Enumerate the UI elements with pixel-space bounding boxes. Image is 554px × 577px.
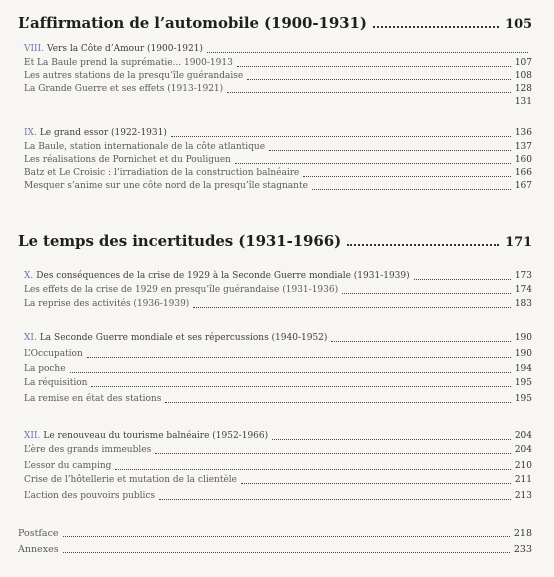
dot-leader	[115, 469, 510, 470]
chapter-page: 190	[514, 333, 532, 343]
dot-leader	[155, 453, 511, 454]
chapter-entry	[24, 333, 532, 344]
toc-item	[24, 142, 532, 153]
toc-item	[24, 97, 532, 108]
item-label: La Baule, station internationale de la côte atlantique	[24, 142, 266, 152]
section-title: Le temps des incertitudes (1931-1966)	[18, 232, 342, 250]
toc-item	[24, 475, 532, 486]
dot-leader	[63, 552, 510, 553]
dot-leader	[269, 150, 511, 151]
item-page: 213	[514, 491, 532, 501]
chapter-entry	[24, 271, 532, 282]
item-page: 137	[514, 142, 532, 152]
item-page: 211	[514, 475, 532, 485]
toc-item	[24, 491, 532, 502]
section-page: 171	[505, 235, 532, 250]
toc-item	[24, 461, 532, 472]
dot-leader	[70, 372, 511, 373]
dot-leader	[207, 52, 528, 53]
item-label: Batz et Le Croisic : l’irradiation de la construction balnéaire	[24, 168, 300, 178]
toc-item	[24, 394, 532, 405]
section-title: L’affirmation de l’automobile (1900-1931)	[18, 14, 367, 32]
chapter-title: Le grand essor (1922-1931)	[39, 128, 167, 138]
item-page: 107	[514, 58, 532, 68]
dot-leader	[91, 386, 510, 387]
item-label: Les effets de la crise de 1929 en presqu’île guérandaise (1931-1936)	[24, 285, 339, 295]
dot-leader	[303, 176, 510, 177]
toc-item	[24, 168, 532, 179]
dot-leader	[237, 66, 511, 67]
dot-leader	[347, 244, 499, 246]
item-label: Mesquer s’anime sur une côte nord de la presqu’île stagnante	[24, 181, 308, 191]
dot-leader	[312, 189, 511, 190]
item-page: 195	[514, 378, 532, 388]
dot-leader	[247, 79, 511, 80]
chapter-numeral: X.	[24, 271, 34, 281]
toc-item	[24, 364, 532, 375]
back-matter-page: 233	[513, 544, 532, 555]
item-label: L’Occupation	[24, 349, 83, 359]
toc-item	[24, 349, 532, 360]
toc-item	[24, 58, 532, 69]
item-label: La réquisition	[24, 378, 88, 388]
back-matter-page: 218	[513, 528, 532, 539]
toc-item	[24, 155, 532, 166]
chapter-page: 173	[514, 271, 532, 281]
chapter-numeral: XI.	[24, 333, 37, 343]
chapter-numeral: XII.	[24, 431, 41, 441]
chapter-numeral: IX.	[24, 128, 37, 138]
toc-item	[24, 299, 532, 310]
dot-leader	[171, 136, 511, 137]
chapter-entry	[24, 431, 532, 442]
item-label: Les réalisations de Pornichet et du Pouliguen	[24, 155, 231, 165]
chapter-title: Vers la Côte d’Amour (1900-1921)	[47, 44, 203, 54]
item-label: Et La Baule prend la suprématie... 1900-1913	[24, 58, 233, 68]
item-page: 194	[514, 364, 532, 374]
item-page: 210	[514, 461, 532, 471]
item-label: L’essor du camping	[24, 461, 112, 471]
dot-leader	[241, 483, 511, 484]
item-page: 204	[514, 445, 532, 455]
section-heading	[18, 14, 532, 32]
item-page: 108	[514, 71, 532, 81]
item-page: 190	[514, 349, 532, 359]
item-page: 167	[514, 181, 532, 191]
item-label: L’action des pouvoirs publics	[24, 491, 156, 501]
item-page: 166	[514, 168, 532, 178]
back-matter-entry	[18, 528, 532, 539]
item-label: Les autres stations de la presqu’île guérandaise	[24, 71, 244, 81]
toc-item	[24, 84, 532, 95]
dot-leader	[342, 293, 511, 294]
section-heading	[18, 232, 532, 250]
section-page: 105	[505, 17, 532, 32]
item-page: 128	[514, 84, 532, 94]
toc-item	[24, 285, 532, 296]
dot-leader	[165, 402, 510, 403]
toc-item	[24, 378, 532, 389]
item-page: 183	[514, 299, 532, 309]
item-label: La remise en état des stations	[24, 394, 162, 404]
toc-item	[24, 181, 532, 192]
dot-leader	[331, 341, 510, 342]
item-label: La reprise des activités (1936-1939)	[24, 299, 190, 309]
chapter-entry	[24, 44, 532, 55]
dot-leader	[87, 357, 511, 358]
item-page: 131	[514, 97, 532, 107]
dot-leader	[63, 536, 510, 537]
dot-leader	[373, 26, 499, 28]
item-page: 160	[514, 155, 532, 165]
dot-leader	[272, 439, 511, 440]
dot-leader	[414, 279, 511, 280]
dot-leader	[193, 307, 511, 308]
toc-item	[24, 445, 532, 456]
item-page: 195	[514, 394, 532, 404]
chapter-title: Des conséquences de la crise de 1929 à la Seconde Guerre mondiale (1931-1939)	[36, 271, 410, 281]
item-label: La Grande Guerre et ses effets (1913-1921)	[24, 84, 224, 94]
chapter-numeral: VIII.	[24, 44, 45, 54]
chapter-title: La Seconde Guerre mondiale et ses répercussions (1940-1952)	[39, 333, 328, 343]
back-matter-label: Postface	[18, 528, 59, 539]
dot-leader	[159, 499, 511, 500]
chapter-title: Le renouveau du tourisme balnéaire (1952-1966)	[43, 431, 269, 441]
item-page: 174	[514, 285, 532, 295]
back-matter-label: Annexes	[18, 544, 59, 555]
dot-leader	[227, 92, 511, 93]
item-label: La poche	[24, 364, 66, 374]
chapter-page: 136	[514, 128, 532, 138]
chapter-entry	[24, 128, 532, 139]
chapter-page: 204	[514, 431, 532, 441]
toc-item	[24, 71, 532, 82]
item-label: L’ère des grands immeubles	[24, 445, 152, 455]
dot-leader	[235, 163, 511, 164]
back-matter-entry	[18, 544, 532, 555]
item-label: Crise de l’hôtellerie et mutation de la clientèle	[24, 475, 237, 485]
